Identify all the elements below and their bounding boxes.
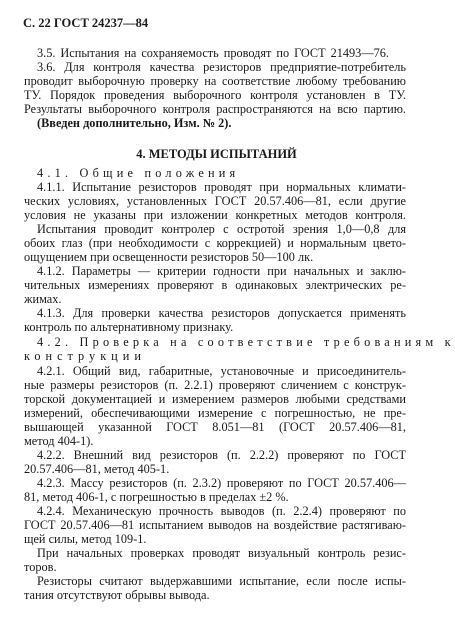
para-4-2-2-line2: 20.57.406—81, метод 405-1. <box>24 462 170 476</box>
page-header: С. 22 ГОСТ 24237—84 <box>23 16 149 30</box>
para-3-6-line1: 3.6. Для контроля качества резисторов предприятие-потребитель <box>37 60 406 74</box>
heading-4-2-line1: 4.2. Проверка на соответствие требованиям к <box>37 335 455 349</box>
para-4-2-4-line2: ГОСТ 20.57.406—81 испытанием выводов на воздействие растягиваю- <box>24 518 406 532</box>
para-4-1-1-line1: 4.1.1. Испытание резисторов проводят при нормальных климати- <box>37 180 406 194</box>
para-4-1-2-line1: 4.1.2. Параметры — критерии годности при начальных и заклю- <box>37 264 406 278</box>
para-4-1-1-line2: ческих условиях, установленных ГОСТ 20.57.406—81, если другие <box>24 194 406 208</box>
para-visual-line1: При начальных проверках проводят визуальный контроль резис- <box>37 546 406 560</box>
para-3-6-line3: ТУ. Порядок проведения выборочного контроля установлен в ТУ. <box>24 88 406 102</box>
para-4-2-2-line1: 4.2.2. Внешний вид резисторов (п. 2.2.2) проверяют по ГОСТ <box>37 448 406 462</box>
para-4-2-4-line3: щей силы, метод 109-1. <box>24 532 147 546</box>
heading-4-2-line2: конструкции <box>24 349 146 363</box>
para-4-2-1-line3: торской документацией и измерением размеров любыми средствами <box>24 392 406 406</box>
para-4-1-3-line2: контроль по альтернативному признаку. <box>24 320 234 334</box>
para-4-2-1-line4: измерений, обеспечивающими измерение с погрешностью, не пре- <box>24 406 406 420</box>
para-4-2-3-line1: 4.2.3. Массу резисторов (п. 2.3.2) проверяют по ГОСТ 20.57.406— <box>37 476 406 490</box>
para-3-6-line4: Результаты выборочного контроля распространяются на всю партию. <box>24 102 406 116</box>
para-3-5: 3.5. Испытания на сохраняемость проводят по ГОСТ 21493—76. <box>37 46 389 60</box>
para-result-line1: Резисторы считают выдержавшими испытание, если после испы- <box>37 574 406 588</box>
para-inspector-line3: ощущением при освещенности резисторов 50—100 лк. <box>24 250 314 264</box>
para-inspector-line2: обоих глаз (при необходимости с коррекцией) и нормальным цвето- <box>24 236 406 250</box>
amendment-note: (Введен дополнительно, Изм. № 2). <box>37 116 232 130</box>
para-inspector-line1: Испытания проводит контролер с остротой зрения 1,0—0,8 для <box>37 222 406 236</box>
section-title: 4. МЕТОДЫ ИСПЫТАНИЙ <box>136 147 297 161</box>
para-visual-line2: торов. <box>24 560 57 574</box>
para-4-1-2-line3: жимах. <box>24 292 62 306</box>
para-4-2-1-line5: вышающей указанной ГОСТ 8.051—81 (ГОСТ 20.57.406—81, <box>24 420 406 434</box>
para-4-2-3-line2: 81, метод 406-1, с погрешностью в пределах ±2 %. <box>24 490 289 504</box>
para-4-1-2-line2: чительных измерениях проверяют в одинаковых электрических ре- <box>24 278 406 292</box>
para-4-2-1-line2: ные размеры резисторов (п. 2.2.1) проверяют сличением с конструк- <box>24 378 406 392</box>
para-4-2-1-line1: 4.2.1. Общий вид, габаритные, установочные и присоединитель- <box>37 364 406 378</box>
para-4-2-4-line1: 4.2.4. Механическую прочность выводов (п. 2.2.4) проверяют по <box>37 504 406 518</box>
heading-4-1: 4.1. Общие положения <box>37 166 240 180</box>
para-4-1-3-line1: 4.1.3. Для проверки качества резисторов допускается применять <box>37 306 406 320</box>
para-4-1-1-line3: условия не указаны при изложении конкретных методов контроля. <box>24 208 406 222</box>
para-4-2-1-line6: метод 404-1). <box>24 434 94 448</box>
para-3-6-line2: проводит выборочную проверку на соответствие любому требованию <box>24 74 406 88</box>
para-result-line2: тания отсутствуют обрывы вывода. <box>24 588 210 602</box>
